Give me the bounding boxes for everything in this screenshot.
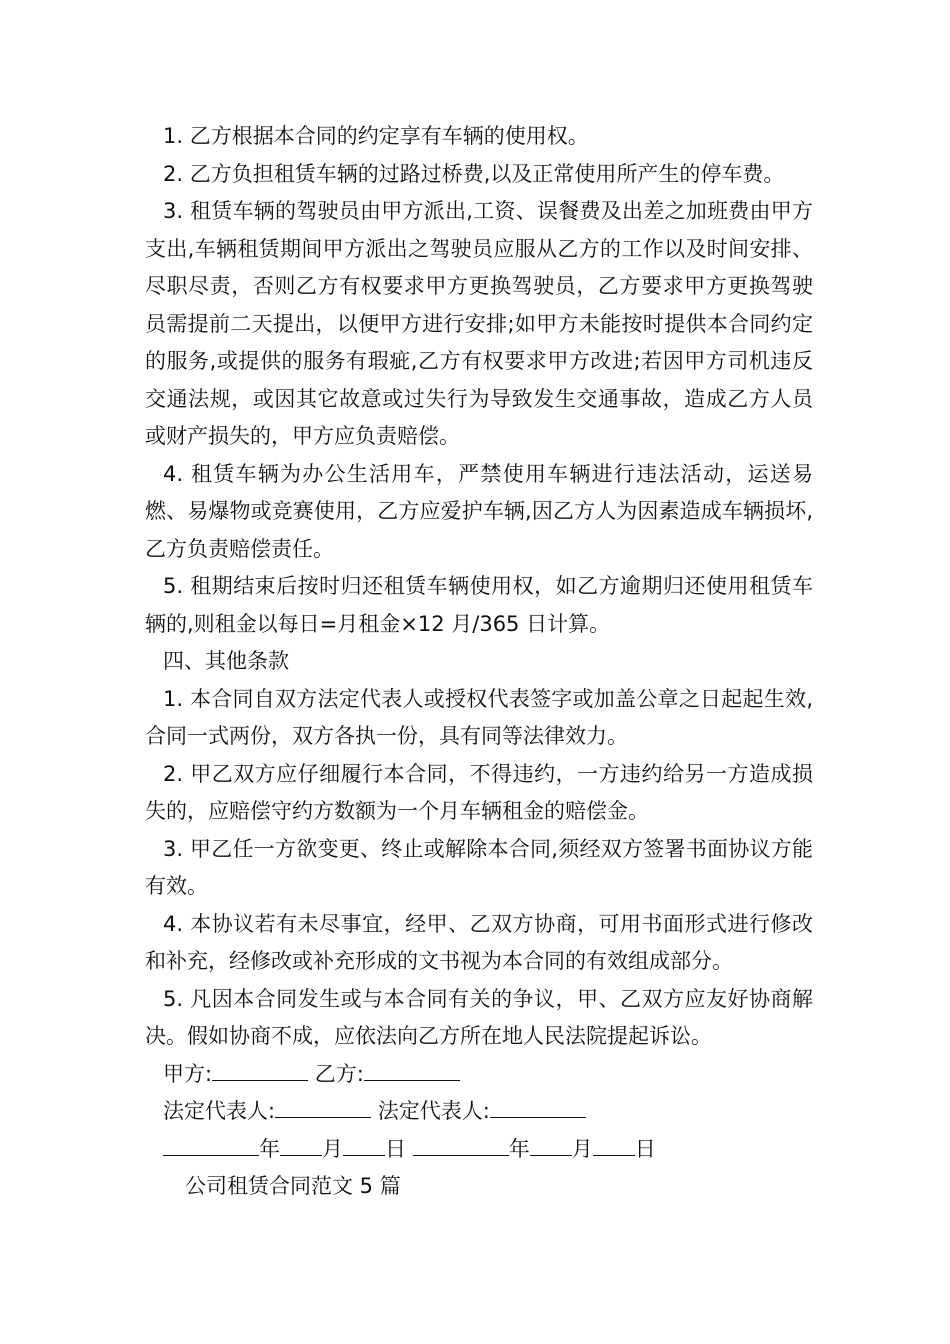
clause-paragraph: 3. 租赁车辆的驾驶员由甲方派出,工资、误餐费及出差之加班费由甲方支出,车辆租赁期间甲方派出之驾驶员应服从乙方的工作以及时间安排、尽职尽责，否则乙方有权要求甲方更换驾驶员，乙方要求甲方更换驾驶员需提前二天提出，以便甲方进行安排;如甲方未能按时提供本合同约定的服务,或提供的服务有瑕疵,乙方有权要求甲方改进;若因甲方司机违反交通法规，或因其它故意或过失行为导致发生交通事故，造成乙方人员或财产损失的，甲方应负责赔偿。: [145, 199, 813, 448]
rep-b-blank: [490, 1095, 586, 1118]
year-label: 年: [259, 1136, 280, 1161]
document-body: [145, 118, 813, 1206]
other-term-paragraph: 3. 甲乙任一方欲变更、终止或解除本合同,须经双方签署书面协议方能有效。: [145, 836, 813, 898]
day-a-blank: [343, 1133, 385, 1156]
clause-paragraph: 5. 租期结束后按时归还租赁车辆使用权，如乙方逾期归还使用租赁车辆的,则租金以每日=月租金×12 月/365 日计算。: [145, 574, 813, 636]
year-a-blank: [163, 1133, 259, 1156]
clause-paragraph: 2. 乙方负担租赁车辆的过路过桥费,以及正常使用所产生的停车费。: [163, 161, 785, 186]
party-signature-line: [145, 1056, 813, 1094]
rep-a-blank: [275, 1095, 371, 1118]
party-a-label: 甲方:: [163, 1061, 213, 1086]
month-b-blank: [530, 1133, 572, 1156]
party-a-blank: [212, 1058, 308, 1081]
day-label: 日: [634, 1136, 656, 1161]
other-term-paragraph: 5. 凡因本合同发生或与本合同有关的争议，甲、乙双方应友好协商解决。假如协商不成，应依法向乙方所在地人民法院提起诉讼。: [145, 986, 813, 1048]
other-term-paragraph: 1. 本合同自双方法定代表人或授权代表签字或加盖公章之日起起生效,合同一式两份，双方各执一份，具有同等法律效力。: [145, 686, 813, 748]
next-document-title: 公司租赁合同范文 5 篇: [185, 1174, 401, 1198]
day-label: 日: [385, 1136, 406, 1161]
date-line: [145, 1131, 813, 1169]
rep-a-label: 法定代表人:: [163, 1099, 276, 1123]
clause-paragraph: 1. 乙方根据本合同的约定享有车辆的使用权。: [163, 124, 589, 148]
party-b-blank: [364, 1058, 460, 1081]
month-label: 月: [322, 1136, 343, 1161]
clause-paragraph: 4. 租赁车辆为办公生活用车，严禁使用车辆进行违法活动，运送易燃、易爆物或竞赛使用，乙方应爱护车辆,因乙方人为因素造成车辆损坏,乙方负责赔偿责任。: [145, 461, 813, 561]
year-b-blank: [413, 1133, 509, 1156]
party-b-label: 乙方:: [314, 1061, 364, 1086]
year-label: 年: [508, 1136, 530, 1161]
day-b-blank: [593, 1133, 635, 1156]
month-label: 月: [571, 1136, 593, 1161]
representative-signature-line: [145, 1093, 813, 1131]
other-term-paragraph: 2. 甲乙双方应仔细履行本合同，不得违约，一方违约给另一方造成损失的，应赔偿守约方数额为一个月车辆租金的赔偿金。: [145, 761, 813, 823]
rep-b-label: 法定代表人:: [377, 1099, 490, 1123]
other-term-paragraph: 4. 本协议若有未尽事宜，经甲、乙双方协商，可用书面形式进行修改和补充，经修改或补充形成的文书视为本合同的有效组成部分。: [145, 911, 813, 973]
section-heading: 四、其他条款: [163, 649, 289, 673]
month-a-blank: [280, 1133, 322, 1156]
